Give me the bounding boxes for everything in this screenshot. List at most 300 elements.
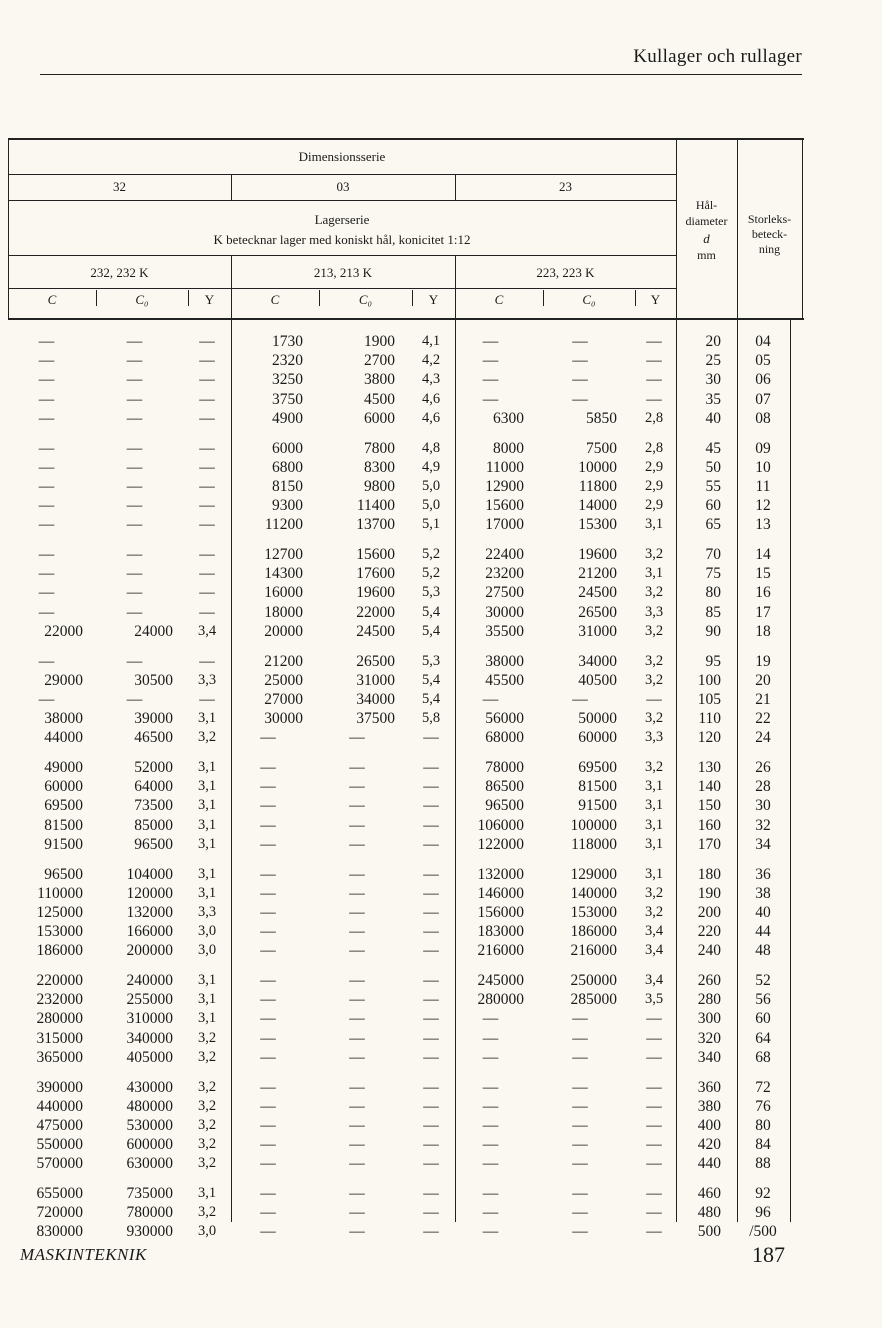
cell-c0-232: 430000 <box>126 1078 173 1096</box>
cell-y-213: — <box>423 923 439 941</box>
col-label-y: Y <box>650 292 661 307</box>
cell-size-code: 11 <box>755 477 771 495</box>
cell-c-232: 91500 <box>44 835 83 853</box>
cell-hole-diameter: 300 <box>697 1010 721 1028</box>
cell-y-213: — <box>423 1116 439 1134</box>
header-rule-4 <box>8 288 676 289</box>
cell-hole-diameter: 420 <box>697 1136 721 1154</box>
cell-c-223: — <box>482 1155 499 1173</box>
col-label-c0: C₀ <box>358 292 373 307</box>
cell-c-213: — <box>260 835 276 853</box>
cell-c0-213: — <box>349 1048 365 1066</box>
cell-y-223: 2,9 <box>644 477 664 494</box>
cell-c0-213: — <box>349 1155 365 1173</box>
cell-y-223: — <box>646 1097 662 1115</box>
cell-y-232: 3,2 <box>197 729 217 746</box>
body-divider-1 <box>231 318 232 1222</box>
cell-c0-213: — <box>349 865 365 883</box>
cell-size-code: 34 <box>755 835 771 853</box>
cell-c-223: — <box>482 1078 499 1096</box>
cell-y-232: — <box>199 546 215 563</box>
cell-size-code: 08 <box>755 409 771 427</box>
cell-y-213: — <box>423 1185 439 1202</box>
cell-c0-223: — <box>572 1223 588 1241</box>
cell-y-223: 2,8 <box>644 439 664 456</box>
bearing-series-label: Lagerserie <box>314 212 370 227</box>
cell-hole-diameter: 50 <box>705 458 721 476</box>
cell-c0-232: — <box>126 690 143 708</box>
cell-y-232: 3,0 <box>197 923 217 940</box>
cell-hole-diameter: 95 <box>705 652 721 670</box>
cell-c-213: — <box>260 884 276 902</box>
cell-hole-diameter: 240 <box>697 942 721 960</box>
cell-c0-223: 153000 <box>570 903 617 921</box>
cell-c-232: — <box>38 603 55 621</box>
cell-c0-213: — <box>349 1097 365 1115</box>
cell-c0-232: — <box>126 497 143 515</box>
cell-y-223: 3,4 <box>644 972 664 988</box>
cell-size-code: 09 <box>755 439 771 457</box>
cell-hole-diameter: 150 <box>697 797 721 815</box>
cell-c0-223: — <box>572 333 588 350</box>
cell-y-232: 3,3 <box>197 671 217 688</box>
cell-y-232: 3,1 <box>197 1010 217 1027</box>
cell-c-223: 27500 <box>485 584 524 602</box>
cell-y-223: 3,2 <box>644 903 664 920</box>
cell-y-232: 3,0 <box>197 1223 217 1240</box>
cell-c-213: 12700 <box>264 546 303 563</box>
cell-y-223: 3,2 <box>644 652 664 669</box>
cell-y-223: 3,4 <box>644 923 664 940</box>
cell-c0-223: 60000 <box>578 729 617 747</box>
cell-c0-213: 6000 <box>364 409 395 427</box>
cell-c0-213: — <box>349 816 365 834</box>
dimension-series-03: 03 <box>336 179 350 194</box>
cell-c0-223: — <box>572 1136 588 1154</box>
cell-c-232: — <box>38 652 55 670</box>
cell-c0-213: — <box>349 778 365 796</box>
cell-c-232: 365000 <box>36 1048 83 1066</box>
cell-c-213: 8150 <box>272 477 303 495</box>
cell-y-213: 5,4 <box>421 690 441 707</box>
cell-c0-223: — <box>572 1010 588 1028</box>
cell-c-213: 20000 <box>264 622 303 640</box>
cell-y-232: 3,1 <box>197 759 217 775</box>
cell-c0-213: — <box>349 1116 365 1134</box>
cell-c0-213: 17600 <box>356 565 395 583</box>
cell-y-232: — <box>199 371 215 389</box>
cell-c-223: — <box>482 1097 499 1115</box>
cell-c0-223: 5850 <box>586 409 617 427</box>
cell-y-213: — <box>423 729 439 747</box>
cell-c0-213: 34000 <box>356 690 395 708</box>
cell-y-223: — <box>646 1136 662 1154</box>
cell-hole-diameter: 80 <box>705 584 721 602</box>
cell-y-213: — <box>423 1223 439 1241</box>
cell-c0-223: — <box>572 1185 588 1202</box>
cell-y-232: — <box>199 584 215 602</box>
cell-hole-diameter: 320 <box>697 1029 721 1047</box>
cell-y-232: 3,1 <box>197 797 217 814</box>
cell-y-223: — <box>646 1155 662 1173</box>
cell-c-213: — <box>260 1029 276 1047</box>
cell-c-213: 3250 <box>272 371 303 389</box>
cell-hole-diameter: 100 <box>697 671 721 689</box>
cell-y-232: — <box>199 409 215 427</box>
cell-c-213: 25000 <box>264 671 303 689</box>
cell-c0-223: 216000 <box>570 942 617 960</box>
cell-y-232: 3,4 <box>197 622 217 639</box>
cell-c-223: — <box>482 333 499 350</box>
cell-c0-213: — <box>349 1010 365 1028</box>
cell-y-223: 2,9 <box>644 497 664 514</box>
cell-c-223: — <box>482 1048 499 1066</box>
cell-c0-223: — <box>572 1097 588 1115</box>
cell-c0-232: — <box>126 390 143 408</box>
cell-y-223: 3,2 <box>644 884 664 901</box>
cell-c-213: 6000 <box>272 439 303 457</box>
cell-c0-223: 10000 <box>578 458 617 476</box>
cell-y-213: 5,0 <box>421 477 441 494</box>
cell-hole-diameter: 75 <box>705 565 721 583</box>
cell-y-223: 3,5 <box>644 991 664 1008</box>
cell-c0-232: — <box>126 458 143 476</box>
cell-c-213: 21200 <box>264 652 303 670</box>
cell-c-223: 56000 <box>485 710 524 728</box>
cell-y-232: — <box>199 516 215 534</box>
cell-c-232: 186000 <box>36 942 83 960</box>
col-label-c: C <box>47 292 57 307</box>
cell-c0-213: 1900 <box>364 333 395 350</box>
cell-y-223: — <box>646 1078 662 1096</box>
cell-c0-223: 91500 <box>578 797 617 815</box>
cell-size-code: 07 <box>755 390 771 408</box>
cell-y-232: 3,1 <box>197 778 217 795</box>
cell-hole-diameter: 110 <box>698 710 721 728</box>
cell-c0-223: 81500 <box>578 778 617 796</box>
cell-c0-213: 22000 <box>356 603 395 621</box>
cell-c-232: 390000 <box>36 1078 83 1096</box>
cell-size-code: 04 <box>755 333 771 350</box>
cell-y-213: — <box>423 1155 439 1173</box>
bearing-series-232: 232, 232 K <box>90 265 149 280</box>
cell-y-223: 3,2 <box>644 759 664 775</box>
cell-c-223: — <box>482 1029 499 1047</box>
cell-c-213: 14300 <box>264 565 303 583</box>
cell-c-223: 183000 <box>477 923 524 941</box>
cell-c-223: 12900 <box>485 477 524 495</box>
cell-c0-232: 255000 <box>126 991 173 1009</box>
cell-c-213: 4900 <box>272 409 303 427</box>
cell-c0-213: — <box>349 923 365 941</box>
cell-c0-223: — <box>572 1155 588 1173</box>
cell-c0-223: 285000 <box>570 991 617 1009</box>
cell-c-213: 30000 <box>264 710 303 728</box>
cell-y-213: 4,1 <box>421 333 441 349</box>
cell-c0-232: — <box>126 371 143 389</box>
cell-c-232: 570000 <box>36 1155 83 1173</box>
cell-c0-223: — <box>572 371 588 389</box>
cell-y-213: — <box>423 942 439 960</box>
cell-c-213: 18000 <box>264 603 303 621</box>
cell-y-213: 4,9 <box>421 458 441 475</box>
cell-size-code: 05 <box>755 352 771 370</box>
cell-c0-213: 26500 <box>356 652 395 670</box>
cell-c-232: 830000 <box>36 1223 83 1241</box>
cell-c-223: 38000 <box>485 652 524 670</box>
cell-y-232: 3,1 <box>197 884 217 901</box>
cell-c0-232: — <box>126 333 143 350</box>
cell-y-223: — <box>646 1204 662 1222</box>
cell-c-232: 315000 <box>36 1029 83 1047</box>
cell-hole-diameter: 65 <box>705 516 721 534</box>
cell-c-232: 69500 <box>44 797 83 815</box>
cell-y-232: — <box>199 565 215 583</box>
cell-hole-diameter: 220 <box>697 923 721 941</box>
cell-y-213: — <box>423 884 439 902</box>
cell-hole-diameter: 140 <box>697 778 721 796</box>
cell-c0-213: 19600 <box>356 584 395 602</box>
cell-c-232: — <box>38 584 55 602</box>
cell-y-213: — <box>423 835 439 853</box>
cell-y-223: 3,1 <box>644 516 664 533</box>
cell-c0-232: — <box>126 409 143 427</box>
cell-y-223: 3,1 <box>644 778 664 795</box>
cell-c-223: 45500 <box>485 671 524 689</box>
cell-y-213: 5,1 <box>421 516 441 533</box>
cell-hole-diameter: 200 <box>697 903 721 921</box>
cell-c0-223: — <box>572 1078 588 1096</box>
cell-y-213: 4,2 <box>421 352 441 369</box>
table-body <box>8 318 804 1241</box>
cell-c-213: — <box>260 991 276 1009</box>
cell-y-213: 4,6 <box>421 390 441 407</box>
cell-c0-223: 26500 <box>578 603 617 621</box>
cell-c-232: — <box>38 565 55 583</box>
cell-c-223: 22400 <box>485 546 524 563</box>
cell-y-223: — <box>646 1223 662 1241</box>
cell-y-213: — <box>423 1204 439 1222</box>
cell-hole-diameter: 40 <box>705 409 721 427</box>
cell-hole-diameter: 190 <box>697 884 721 902</box>
cell-c-232: 125000 <box>36 903 83 921</box>
cell-c0-232: 132000 <box>126 903 173 921</box>
cell-c-213: — <box>260 1136 276 1154</box>
cell-c-223: 146000 <box>477 884 524 902</box>
cell-y-213: 4,3 <box>421 371 441 388</box>
cell-c-232: 29000 <box>44 671 83 689</box>
cell-c0-232: 96500 <box>134 835 173 853</box>
cell-c-232: — <box>38 690 55 708</box>
cell-c-213: — <box>260 942 276 960</box>
cell-y-232: 3,0 <box>197 942 217 959</box>
page-header-title: Kullager och rullager <box>633 46 802 67</box>
cell-c-232: 720000 <box>36 1204 83 1222</box>
cell-c0-232: 340000 <box>126 1029 173 1047</box>
cell-y-223: 3,2 <box>644 622 664 639</box>
cell-c-223: 96500 <box>485 797 524 815</box>
header-divider-hole <box>676 140 677 318</box>
cell-c-232: 38000 <box>44 710 83 728</box>
cell-y-232: 3,2 <box>197 1204 217 1221</box>
cell-y-213: 5,4 <box>421 603 441 620</box>
cell-c-213: 6800 <box>272 458 303 476</box>
cell-y-223: 3,1 <box>644 835 664 852</box>
cell-c-232: 232000 <box>36 991 83 1009</box>
cell-c0-223: 118000 <box>571 835 617 853</box>
col-label-y: Y <box>428 292 439 307</box>
cell-c0-213: — <box>349 991 365 1009</box>
cell-c0-223: — <box>572 1029 588 1047</box>
cell-y-213: — <box>423 1097 439 1115</box>
cell-hole-diameter: 260 <box>697 972 721 989</box>
hole-diameter-header-1: Hål- <box>695 198 718 212</box>
header-rule-1 <box>8 174 676 175</box>
cell-c-223: — <box>482 690 499 708</box>
cell-y-213: — <box>423 797 439 815</box>
cell-y-223: 3,3 <box>644 729 664 746</box>
cell-size-code: 68 <box>755 1048 771 1066</box>
col-label-y: Y <box>204 292 215 307</box>
cell-c-213: — <box>260 1116 276 1134</box>
cell-c0-213: — <box>349 1223 365 1241</box>
cell-size-code: 22 <box>755 710 771 728</box>
cell-c-213: — <box>260 1223 276 1241</box>
cell-c0-223: 14000 <box>578 497 617 515</box>
size-code-header-3: ning <box>758 242 781 256</box>
cell-hole-diameter: 35 <box>705 390 721 408</box>
cell-c0-213: — <box>349 1078 365 1096</box>
cell-y-232: — <box>199 390 215 408</box>
cell-c0-232: 85000 <box>134 816 173 834</box>
cell-c-232: — <box>38 409 55 427</box>
cell-c-223: — <box>482 1223 499 1241</box>
hole-diameter-header-3: d <box>703 231 710 246</box>
cell-c-232: 96500 <box>44 865 83 883</box>
cell-y-213: — <box>423 1048 439 1066</box>
cell-c0-232: 200000 <box>126 942 173 960</box>
cell-c0-213: — <box>349 759 365 776</box>
cell-c0-232: 120000 <box>126 884 173 902</box>
cell-c-232: — <box>38 477 55 495</box>
cell-c0-213: 7800 <box>364 439 395 457</box>
cell-size-code: 60 <box>755 1010 771 1028</box>
cell-c-213: — <box>260 972 276 989</box>
cell-y-213: — <box>423 903 439 921</box>
cell-y-223: 3,4 <box>644 942 664 959</box>
cell-c-223: 23200 <box>485 565 524 583</box>
cell-c-232: 550000 <box>36 1136 83 1154</box>
cell-y-223: — <box>646 1029 662 1047</box>
cell-c-232: 44000 <box>44 729 83 747</box>
cell-c0-213: — <box>349 1136 365 1154</box>
cell-c0-232: 240000 <box>126 972 173 989</box>
cell-c-232: — <box>38 439 55 457</box>
cell-size-code: 06 <box>755 371 771 389</box>
cell-c0-232: 630000 <box>126 1155 173 1173</box>
cell-c0-223: 186000 <box>570 923 617 941</box>
col-label-c0: C₀ <box>135 292 149 307</box>
header-border-right <box>802 140 803 318</box>
cell-y-223: — <box>646 1048 662 1066</box>
cell-c0-232: 30500 <box>134 671 173 689</box>
cell-c-213: 2320 <box>272 352 303 370</box>
cell-size-code: 72 <box>755 1078 771 1096</box>
cell-c0-232: 405000 <box>126 1048 173 1066</box>
cell-c0-213: — <box>349 884 365 902</box>
cell-y-232: 3,3 <box>197 903 217 920</box>
cell-c-223: — <box>482 1116 499 1134</box>
cell-y-232: — <box>199 652 215 670</box>
cell-c-213: 9300 <box>272 497 303 515</box>
cell-y-213: — <box>423 972 439 989</box>
cell-c-223: — <box>482 352 499 370</box>
col-label-c0: C₀ <box>582 292 596 307</box>
cell-size-code: 44 <box>755 923 771 941</box>
cell-c-213: — <box>260 816 276 834</box>
cell-c0-232: 310000 <box>126 1010 173 1028</box>
cell-c-232: — <box>38 352 55 370</box>
cell-y-213: — <box>423 865 439 883</box>
cell-c-223: 8000 <box>493 439 524 457</box>
cell-c-213: — <box>260 1010 276 1028</box>
cell-hole-diameter: 180 <box>697 865 721 883</box>
cell-c-232: 655000 <box>36 1185 83 1202</box>
cell-size-code: 76 <box>755 1097 771 1115</box>
cell-y-232: 3,1 <box>197 972 217 988</box>
cell-c0-223: 250000 <box>570 972 617 989</box>
cell-c0-213: 15600 <box>356 546 395 563</box>
cell-c-213: 27000 <box>264 690 303 708</box>
cell-y-232: 3,2 <box>197 1136 217 1153</box>
cell-c-223: 6300 <box>493 409 524 427</box>
cell-c-223: 106000 <box>477 816 524 834</box>
cell-y-213: — <box>423 1136 439 1154</box>
footer-journal-name: MASKINTEKNIK <box>20 1245 147 1264</box>
size-code-header-2: beteck- <box>751 227 788 241</box>
cell-y-232: — <box>199 477 215 495</box>
cell-c-232: — <box>38 371 55 389</box>
cell-c0-213: 37500 <box>356 710 395 728</box>
cell-c0-232: 64000 <box>134 778 173 796</box>
cell-y-223: 3,2 <box>644 546 664 562</box>
cell-c-223: 35500 <box>485 622 524 640</box>
cell-c0-213: — <box>349 797 365 815</box>
cell-size-code: 12 <box>755 497 771 515</box>
cell-c-232: 22000 <box>44 622 83 640</box>
cell-size-code: 48 <box>755 942 771 960</box>
cell-c0-213: — <box>349 1029 365 1047</box>
cell-c0-232: — <box>126 439 143 457</box>
cell-c-213: 11200 <box>264 516 303 534</box>
cell-y-213: 5,3 <box>421 652 441 669</box>
cell-c-213: — <box>260 903 276 921</box>
cell-c0-223: — <box>572 1116 588 1134</box>
cell-c0-232: 735000 <box>126 1185 173 1202</box>
cell-y-232: 3,1 <box>197 991 217 1008</box>
cell-c0-232: 780000 <box>126 1204 173 1222</box>
cell-c-223: 17000 <box>485 516 524 534</box>
cell-c-213: — <box>260 1097 276 1115</box>
cell-c0-223: 11800 <box>578 477 617 495</box>
cell-c-213: — <box>260 778 276 796</box>
cell-y-223: 3,3 <box>644 603 664 620</box>
cell-c0-232: 480000 <box>126 1097 173 1115</box>
cell-size-code: 18 <box>755 622 771 640</box>
cell-c-232: 49000 <box>44 759 83 776</box>
cell-y-223: 3,1 <box>644 565 664 582</box>
cell-y-232: — <box>199 458 215 476</box>
